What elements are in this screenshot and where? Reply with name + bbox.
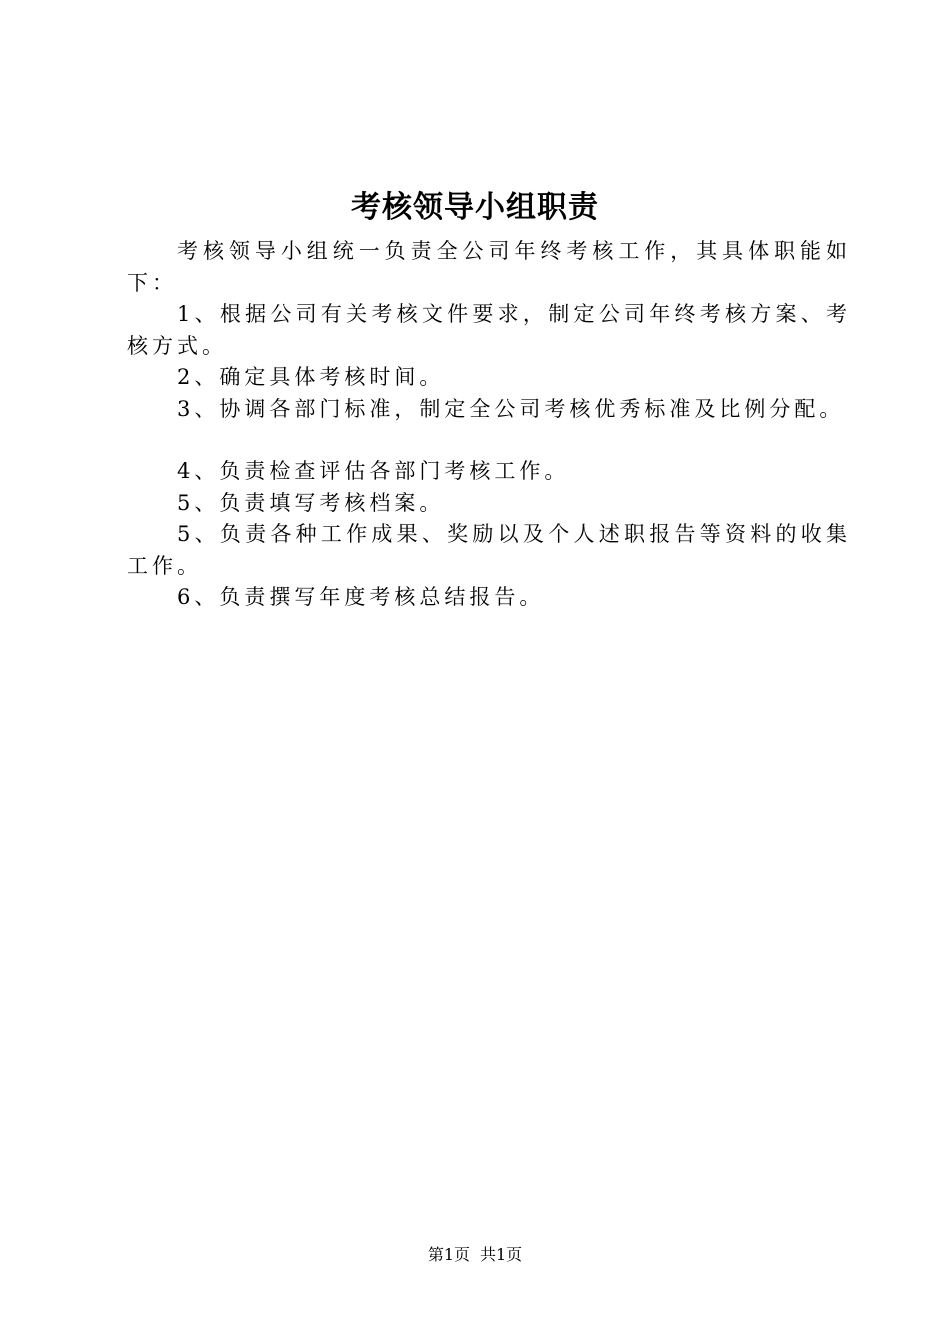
blank-line bbox=[127, 425, 851, 456]
duty-item-5b: 5、负责各种工作成果、奖励以及个人述职报告等资料的收集工作。 bbox=[127, 522, 851, 578]
duty-item-2: 2、确定具体考核时间。 bbox=[177, 365, 445, 389]
document-title: 考核领导小组职责 bbox=[351, 190, 599, 225]
duty-item-1: 1、根据公司有关考核文件要求，制定公司年终考核方案、考核方式。 bbox=[127, 302, 851, 358]
document-body bbox=[127, 236, 851, 614]
page-total: 共1页 bbox=[480, 1245, 523, 1264]
intro-paragraph: 考核领导小组统一负责全公司年终考核工作，其具体职能如下： bbox=[127, 239, 851, 295]
page-number: 第1页 bbox=[427, 1245, 470, 1264]
duty-item-5a: 5、负责填写考核档案。 bbox=[177, 490, 445, 515]
duty-item-4: 4、负责检查评估各部门考核工作。 bbox=[177, 459, 570, 483]
duty-item-3: 3、协调各部门标准，制定全公司考核优秀标准及比例分配。 bbox=[177, 396, 845, 421]
page-footer bbox=[0, 1243, 950, 1267]
duty-item-6: 6、负责撰写年度考核总结报告。 bbox=[177, 585, 545, 609]
